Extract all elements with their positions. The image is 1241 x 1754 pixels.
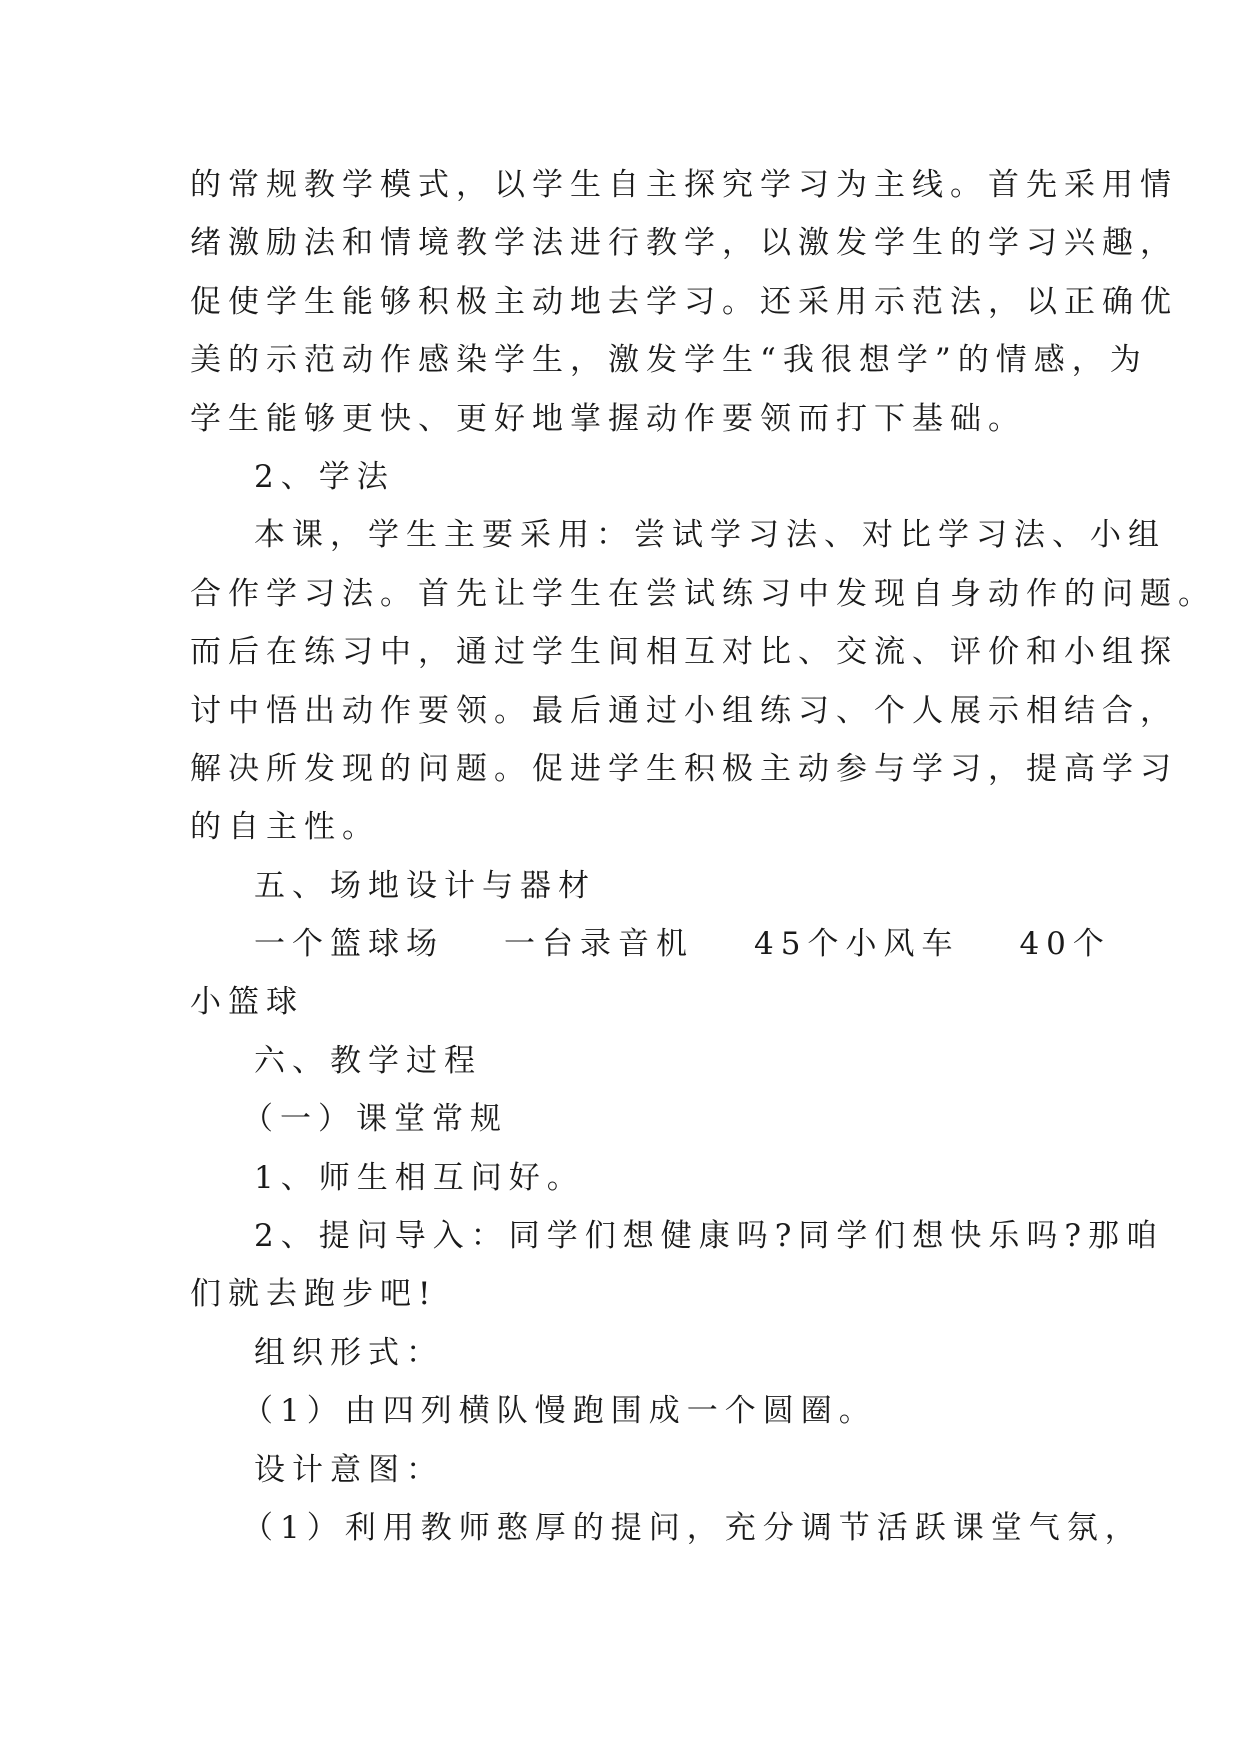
- paragraph-line: 2、提问导入：同学们想健康吗?同学们想快乐吗?那咱: [254, 1218, 1164, 1255]
- section-heading: 2、学法: [254, 458, 395, 495]
- paragraph-line: 合作学习法。首先让学生在尝试练习中发现自身动作的问题。: [190, 575, 1216, 612]
- paragraph-line: 促使学生能够积极主动地去学习。还采用示范法，以正确优: [190, 283, 1178, 320]
- equipment-item: 一个篮球场: [254, 926, 444, 963]
- paragraph-line: 绪激励法和情境教学法进行教学，以激发学生的学习兴趣，: [190, 225, 1178, 262]
- paragraph-line: 们就去跑步吧!: [190, 1276, 438, 1313]
- paragraph-line: 的常规教学模式，以学生自主探究学习为主线。首先采用情: [190, 167, 1178, 203]
- equipment-item: 40个: [1019, 926, 1111, 963]
- section-heading: 五、场地设计与器材: [254, 867, 596, 904]
- equipment-line: [190, 915, 1111, 973]
- paragraph-line: 设计意图：: [254, 1451, 444, 1488]
- paragraph-line: 本课，学生主要采用：尝试学习法、对比学习法、小组: [254, 517, 1166, 554]
- section-heading: 六、教学过程: [254, 1042, 482, 1079]
- paragraph-line: 1、师生相互问好。: [254, 1159, 585, 1196]
- subsection-heading: （一）课堂常规: [242, 1101, 508, 1138]
- paragraph-line: 的自主性。: [190, 809, 380, 846]
- paragraph-line: 而后在练习中，通过学生间相互对比、交流、评价和小组探: [190, 634, 1178, 671]
- paragraph-line: 美的示范动作感染学生，激发学生“我很想学”的情感，为: [190, 342, 1148, 379]
- paragraph-line: （1）由四列横队慢跑围成一个圆圈。: [242, 1393, 877, 1430]
- paragraph-line: 学生能够更快、更好地掌握动作要领而打下基础。: [190, 400, 1026, 437]
- equipment-item: 一台录音机: [504, 926, 694, 963]
- equipment-item: 45个小风车: [754, 926, 960, 963]
- equipment-line-continued: 小篮球: [190, 984, 304, 1021]
- paragraph-line: 解决所发现的问题。促进学生积极主动参与学习，提高学习: [190, 750, 1178, 787]
- document-body: [190, 156, 1216, 1557]
- paragraph-line: 组织形式：: [254, 1334, 444, 1371]
- paragraph-line: （1）利用教师憨厚的提问，充分调节活跃课堂气氛，: [242, 1509, 1143, 1546]
- paragraph-line: 讨中悟出动作要领。最后通过小组练习、个人展示相结合，: [190, 692, 1178, 729]
